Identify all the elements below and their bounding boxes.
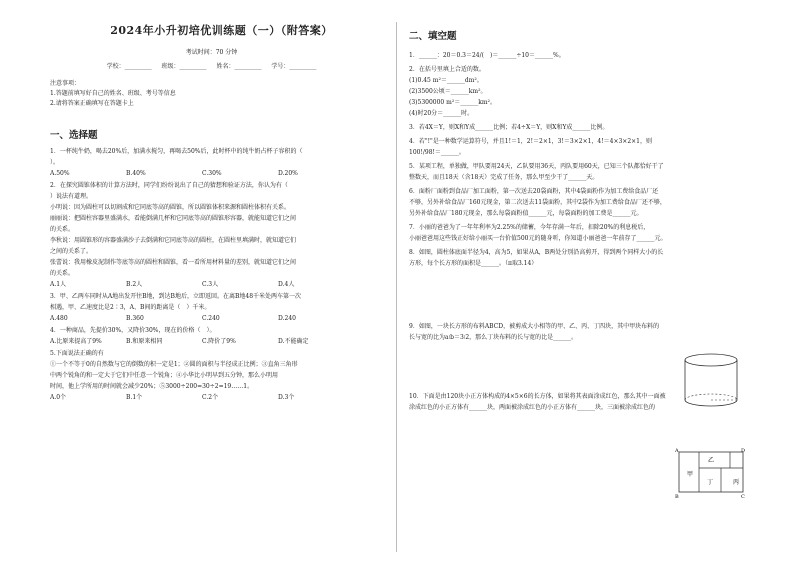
- cylinder-bottom-back: [685, 394, 737, 400]
- question-4: 4．一种商品，先提价30%，又降价30%，现在的价格（ ）。 A.比原来提高了9% B.和原来相同 C.降价了9% D.不能确定: [50, 325, 373, 348]
- option-d[interactable]: D.240: [278, 315, 296, 322]
- option-b[interactable]: B.和原来相同: [126, 338, 163, 345]
- option-b[interactable]: B.2人: [126, 281, 143, 288]
- option-d[interactable]: D.不能确定: [278, 338, 309, 345]
- options: [50, 279, 373, 291]
- cloth-rectangle-figure: [675, 448, 747, 498]
- question-5: 5.下面说法正确的有 ①一个不等于0的自然数与它的倒数的积一定是1；②圆的面积与半径成正比例；③直角三角形 中两个锐角的和一定大于它们中任意一个锐角；④小华比小明早到五分钟，那么小明用 时间，他上学所用的时间就会减少20%；⑤3000÷200=30÷2=19……1。 A.0个 B.1个 C.2个 D.3个: [50, 348, 373, 404]
- options: [50, 313, 373, 325]
- option-b[interactable]: B.40%: [126, 170, 146, 177]
- option-a[interactable]: A.480: [50, 315, 68, 322]
- cylinder-figure: [680, 352, 742, 410]
- label-jia: 甲: [687, 471, 694, 478]
- option-d[interactable]: D.20%: [278, 170, 298, 177]
- section-heading-choice: 一、选择题: [50, 130, 98, 141]
- student-info-fields: [50, 61, 373, 70]
- question-2: 2．在探究圆锥体积的计算方法时，同学们纷纷说出了自己的猜想和验证方法，你认为有（ ）说法有道理。 小明说：因为圆柱可以切割成和它同底等高的圆锥，所以圆锥体积来源和圆柱体积有关系。 丽丽说：把圆柱容器里盛满水，看能倒满几杯和它同底等高的圆锥形容器，就能知道它们之间 的关系。 李秋说：用圆锥形的容器盛满沙子去倒满和它同底等高的圆柱，在圆柱里填满时，就知道它们 之间的关系了。 张蕾说：我用橡皮泥制作等底等高的圆柱和圆锥，看一看所用材料量的差别，就知道它们之间 的关系。 A.1人 B.2人 C.3人 D.4人: [50, 180, 373, 291]
- option-c[interactable]: C.240: [202, 315, 220, 322]
- option-d[interactable]: D.3个: [278, 394, 295, 401]
- options: [50, 336, 373, 348]
- label-bing: 丙: [733, 479, 740, 486]
- question-1: 1．一杯纯牛奶，喝去20%后，加满水搅匀，再喝去50%后，此时杯中的纯牛奶占杯子容积的（ ）。 A.50% B.40% C.30% D.20%: [50, 146, 373, 180]
- fill-question-5: 5．某项工程，单独做，甲队要用24天，乙队要用36天，丙队要用60天，已知三个队都恰好干了 整数天，而且18天（含18天）完成了任务，那么甲至少干了______天。: [409, 163, 664, 181]
- fill-question-8: 8．如图，圆柱体底面半径为4，高为5，如果从A，B两处分别沿高剪开，得到两个同样大小的长 方形，每个长方形的面积是______。（π取3.14）: [409, 249, 664, 267]
- label-yi: 乙: [708, 457, 715, 464]
- option-c[interactable]: C.降价了9%: [202, 338, 236, 345]
- label-b-vertex: B: [675, 494, 679, 498]
- name-field[interactable]: 姓名：_________: [216, 63, 262, 70]
- option-c[interactable]: C.30%: [202, 170, 222, 177]
- fill-question-7: 7．小丽的爸爸为了一年年利率为2.25%的储蓄，今年存满一年后，扣除20%的利息税后， 小丽爸爸用这些钱正好给小丽买一台价值500元的随身听，你知道小丽爸爸一年前存了______元。: [409, 224, 667, 242]
- option-a[interactable]: A.1人: [50, 281, 67, 288]
- fill-question-4: 4．若"!"是一种数学运算符号，并且1!＝1，2!＝2×1，3!＝3×2×1，4!＝4×3×2×1，则 100!/98!＝______。: [409, 138, 653, 156]
- fill-question-1: 1．______：20＝0.3＝24/( )＝______÷10＝______%。: [409, 52, 565, 59]
- fill-question-6: 6．面粉厂面粉到食品厂加工面粉，第一次送去20袋面粉，其中4袋面粉作为加工费给食品厂还 不够，另外补给食品厂160元现金，第二次送去11袋面粉，其中2袋作为加工费给食品厂还不够， 另外补给食品厂180元现金，那么每袋面粉值______元，每袋面粉的加工费是______元。: [409, 188, 666, 217]
- option-a[interactable]: A.50%: [50, 170, 70, 177]
- options: [50, 392, 373, 404]
- section-heading-fill: 二、填空题: [409, 31, 457, 42]
- cylinder-top: [685, 354, 737, 366]
- student-id-field[interactable]: 学号：_________: [271, 63, 317, 70]
- option-a[interactable]: A.比原来提高了9%: [50, 338, 102, 345]
- label-ding: 丁: [707, 479, 714, 486]
- option-d[interactable]: D.4人: [278, 281, 295, 288]
- label-c-vertex: C: [741, 494, 745, 498]
- option-c[interactable]: C.3人: [202, 281, 219, 288]
- option-c[interactable]: C.2个: [202, 394, 219, 401]
- class-field[interactable]: 班级：_________: [161, 63, 207, 70]
- question-3: 3．甲、乙两车同时从A地出发开往B地，到达B地后，立即返回。在离B地48千米处两车第一次 相遇，甲、乙速度比是2∶3，A、B间的距离是（ ）千米。 A.480 B.360 C.240 D.240: [50, 291, 373, 325]
- note-item: 2.请将答案正确填写在答题卡上: [50, 100, 134, 107]
- page-title: 2024年小升初培优训练题（一）（附答案）: [110, 24, 333, 37]
- fill-question-3: 3．若4X＝Y，则X和Y成______比例；若4÷X＝Y，则X和Y成______比例。: [409, 124, 609, 131]
- cylinder-bottom-front: [685, 400, 737, 406]
- fill-question-2: 2．在括号里填上合适的数。 (1)0.45 m²＝______dm²。 (2)3500公顷＝______km²。 (3)5300000 m²＝______km²。 (4)时20分＝______时。: [409, 66, 496, 117]
- option-b[interactable]: B.360: [126, 315, 144, 322]
- fill-question-9: 9．如图，一块长方形的布料ABCD，被剪成大小相等的甲、乙、丙、丁四块，其中甲块布料的 长与宽的比为a∶b＝3∶2，那么丁块布料的长与宽的比是______。: [409, 323, 660, 341]
- fill-question-10: 10．下面是由120块小正方体构成的4×5×6的长方体，如果将其表面涂成红色，那么其中一面被 涂成红色的小正方体有______块，两面被涂成红色的小正方体有______块，三面被涂成红色的: [409, 393, 666, 411]
- label-d-vertex: D: [741, 448, 746, 454]
- option-b[interactable]: B.1个: [126, 394, 143, 401]
- notes-heading: 注意事项：: [50, 80, 81, 87]
- school-field[interactable]: 学校：_________: [106, 63, 152, 70]
- exam-time: 考试时间：70 分钟: [185, 49, 238, 56]
- option-a[interactable]: A.0个: [50, 394, 67, 401]
- note-item: 1.答题前填写好自己的姓名、班级、考号等信息: [50, 90, 176, 97]
- options: [50, 168, 373, 180]
- label-a-vertex: A: [675, 448, 679, 454]
